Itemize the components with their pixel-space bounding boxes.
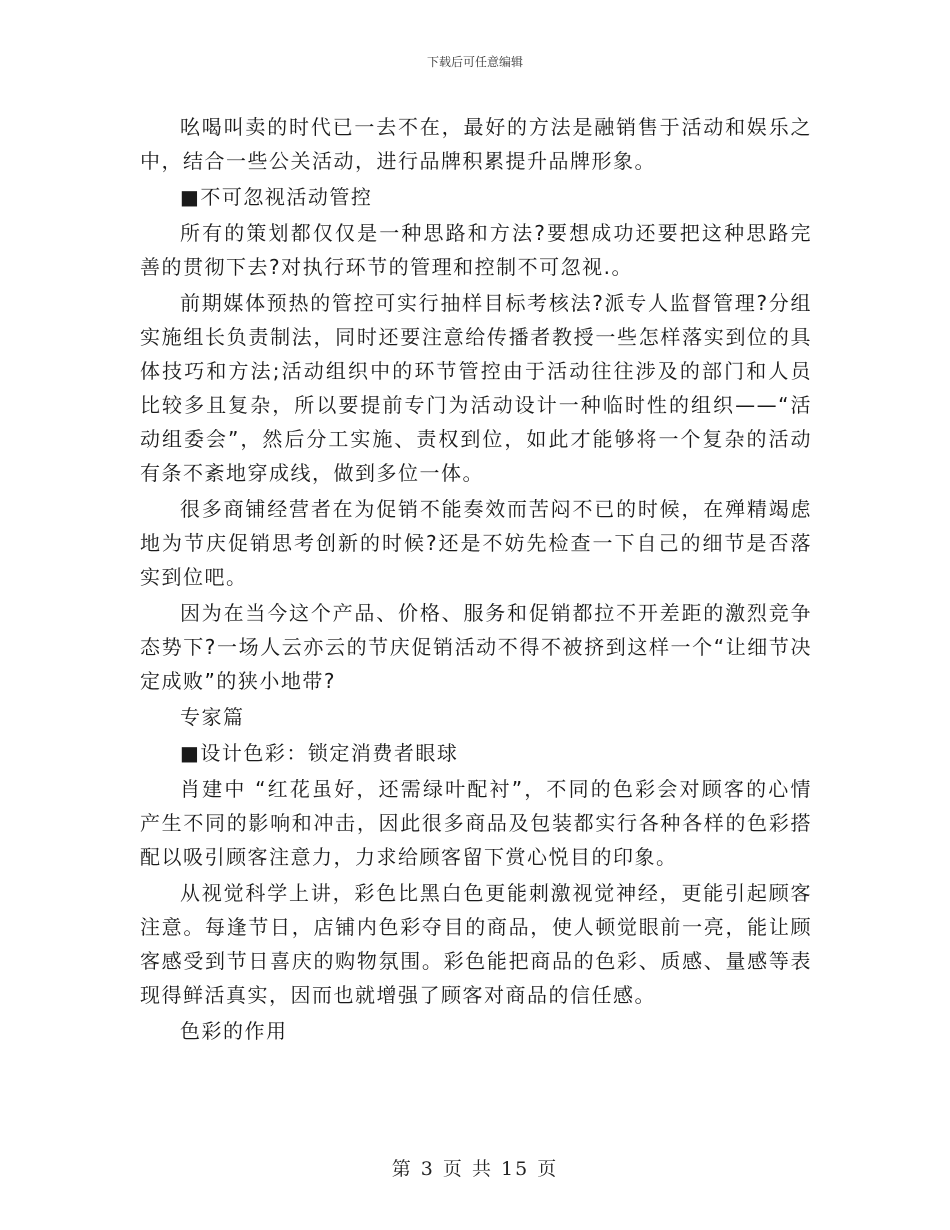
page-footer: 第 3 页 共 15 页 <box>391 1158 559 1180</box>
paragraph-3: 前期媒体预热的管控可实行抽样目标考核法?派专人监督管理?分组实施组长负责制法，同时还要注意给传播者教授一些怎样落实到位的具体技巧和方法;活动组织中的环节管控由于活动往往涉及的部门和人员比较多且复杂，所以要提前专门为活动设计一种临时性的组织——“活动组委会”，然后分工实施、责权到位，如此才能够将一个复杂的活动有条不紊地穿成线，做到多位一体。 <box>140 291 812 485</box>
section-heading-expert: 专家篇 <box>180 705 245 729</box>
document-body <box>140 110 812 1048</box>
paragraph-6: 肖建中 “红花虽好，还需绿叶配衬”，不同的色彩会对顾客的心情产生不同的影响和冲击，因此很多商品及包装都实行各种各样的色彩搭配以吸引顾客注意力，力求给顾客留下赏心悦目的印象。 <box>140 777 812 869</box>
section-heading-activity-control: ■不可忽视活动管控 <box>180 185 373 209</box>
page-header: 下载后可任意编辑 <box>426 55 523 69</box>
section-heading-color-design: ■设计色彩：锁定消费者眼球 <box>180 741 459 765</box>
paragraph-5: 因为在当今这个产品、价格、服务和促销都拉不开差距的激烈竞争态势下?一场人云亦云的节庆促销活动不得不被挤到这样一个“让细节决定成败”的狭小地带? <box>140 601 812 693</box>
paragraph-1: 吆喝叫卖的时代已一去不在，最好的方法是融销售于活动和娱乐之中，结合一些公关活动，进行品牌积累提升品牌形象。 <box>140 115 812 173</box>
paragraph-4: 很多商铺经营者在为促销不能奏效而苦闷不已的时候，在殚精竭虑地为节庆促销思考创新的时候?还是不妨先检查一下自己的细节是否落实到位吧。 <box>140 497 812 589</box>
section-heading-color-role: 色彩的作用 <box>180 1019 288 1043</box>
paragraph-7: 从视觉科学上讲，彩色比黑白色更能刺激视觉神经，更能引起顾客注意。每逢节日，店铺内色彩夺目的商品，使人顿觉眼前一亮，能让顾客感受到节日喜庆的购物氛围。彩色能把商品的色彩、质感、量感等表现得鲜活真实，因而也就增强了顾客对商品的信任感。 <box>140 881 812 1007</box>
paragraph-2: 所有的策划都仅仅是一种思路和方法?要想成功还要把这种思路完善的贯彻下去?对执行环节的管理和控制不可忽视.。 <box>140 221 812 279</box>
